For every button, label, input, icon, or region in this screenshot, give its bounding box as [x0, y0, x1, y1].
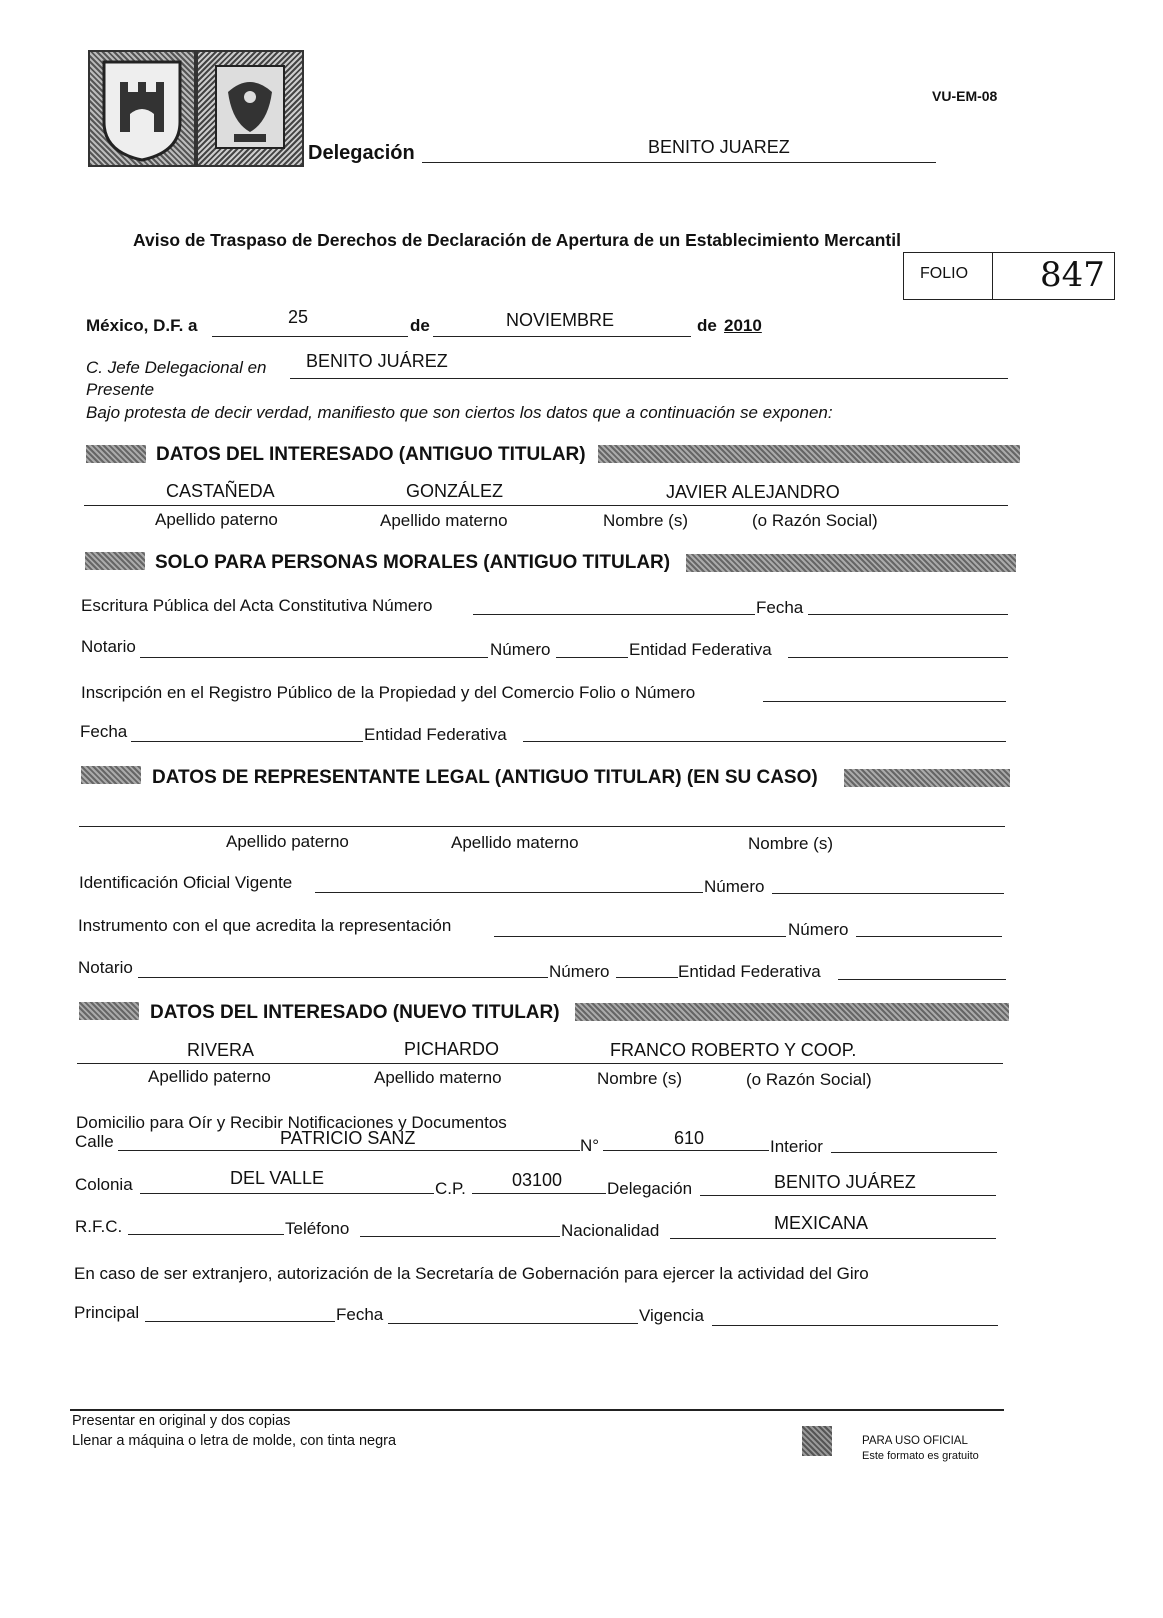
- de-label-2: de: [697, 316, 717, 335]
- notario-line-1: [140, 657, 488, 658]
- coat-of-arms-logo: [88, 50, 196, 167]
- folio-value: 847: [1040, 255, 1105, 295]
- de-label-1: de: [410, 316, 430, 335]
- numero-line-1: [556, 657, 628, 658]
- section1-heading: DATOS DEL INTERESADO (ANTIGUO TITULAR): [156, 444, 586, 465]
- section3-bar-left: [81, 766, 141, 784]
- rep-numero-line-3: [616, 977, 678, 978]
- eagle-emblem-logo: [196, 50, 304, 167]
- caption-apellido-paterno: Apellido paterno: [155, 510, 278, 529]
- delegacion-value: BENITO JUAREZ: [648, 137, 790, 157]
- new-owner-apellido-materno: PICHARDO: [404, 1039, 500, 1059]
- caption-apellido-materno: Apellido materno: [380, 511, 508, 530]
- rep-caption-paterno: Apellido paterno: [226, 832, 349, 851]
- section4-bar-right: [575, 1003, 1009, 1021]
- rep-entidad-label: Entidad Federativa: [678, 962, 821, 981]
- section2-bar-right: [686, 554, 1016, 572]
- numero-ext-label: N°: [580, 1136, 600, 1155]
- rep-caption-nombre: Nombre (s): [748, 834, 834, 853]
- section1-bar-right: [598, 445, 1020, 463]
- addressee-line: [290, 378, 1008, 379]
- rep-name-line: [79, 826, 1005, 827]
- fecha-label-2: Fecha: [80, 722, 128, 741]
- caption-nombre: Nombre (s): [603, 511, 689, 530]
- numero-label-1: Número: [490, 640, 551, 659]
- section3-heading: DATOS DE REPRESENTANTE LEGAL (ANTIGUO TITULAR) (EN SU CASO): [152, 767, 818, 788]
- place-label: México, D.F. a: [86, 316, 198, 335]
- new-caption-nombre: Nombre (s): [597, 1069, 683, 1088]
- old-owner-apellido-materno: GONZÁLEZ: [406, 481, 504, 501]
- rep-numero-line-1: [772, 893, 1004, 894]
- extranjero-text: En caso de ser extranjero, autorización de la Secretaría de Gobernación para ejercer la actividad del Giro: [74, 1264, 869, 1283]
- new-caption-paterno: Apellido paterno: [148, 1067, 271, 1086]
- old-owner-apellido-paterno: CASTAÑEDA: [166, 481, 275, 501]
- section4-line: [77, 1063, 1003, 1064]
- fecha-line-1: [808, 614, 1008, 615]
- rep-notario-label: Notario: [78, 958, 133, 977]
- calle-value: PATRICIO SANZ: [280, 1128, 416, 1148]
- identificacion-label: Identificación Oficial Vigente: [79, 873, 293, 892]
- new-owner-apellido-paterno: RIVERA: [187, 1040, 255, 1060]
- official-use-label: PARA USO OFICIAL: [862, 1435, 968, 1447]
- fecha-line-2: [131, 741, 363, 742]
- principal-label: Principal: [74, 1303, 140, 1322]
- free-form-note: Este formato es gratuito: [862, 1450, 979, 1462]
- rep-numero-line-2: [856, 936, 1002, 937]
- section4-heading: DATOS DEL INTERESADO (NUEVO TITULAR): [150, 1002, 560, 1023]
- calle-label: Calle: [75, 1132, 114, 1151]
- domicilio-label: Domicilio para Oír y Recibir Notificaciones y Documentos: [76, 1113, 507, 1132]
- inscripcion-line: [763, 701, 1006, 702]
- rep-notario-line: [138, 977, 548, 978]
- delegacion-line: [422, 162, 936, 163]
- protest-text: Bajo protesta de decir verdad, manifiesto que son ciertos los datos que a continuación se exponen:: [86, 403, 833, 422]
- official-use-stamp: [802, 1426, 832, 1456]
- rep-numero-label-3: Número: [549, 962, 610, 981]
- delegacion-field-value: BENITO JUÁREZ: [774, 1172, 916, 1192]
- day-value: 25: [288, 307, 309, 327]
- giro-fecha-line: [388, 1323, 638, 1324]
- nacionalidad-label: Nacionalidad: [561, 1221, 660, 1240]
- telefono-line: [360, 1236, 560, 1237]
- footer-line-2: Llenar a máquina o letra de molde, con tinta negra: [72, 1433, 397, 1449]
- folio-box: [903, 252, 1115, 300]
- footer-rule: [70, 1409, 1004, 1411]
- colonia-line: [140, 1193, 434, 1194]
- day-line: [212, 336, 408, 337]
- presente-label: Presente: [86, 380, 155, 399]
- numero-ext-line: [603, 1150, 769, 1151]
- vigencia-label: Vigencia: [639, 1306, 704, 1325]
- folio-label: FOLIO: [920, 265, 969, 282]
- escritura-line: [473, 614, 755, 615]
- footer-line-1: Presentar en original y dos copias: [72, 1413, 291, 1429]
- vigencia-line: [712, 1325, 998, 1326]
- month-value: NOVIEMBRE: [506, 310, 615, 330]
- new-caption-materno: Apellido materno: [374, 1068, 502, 1087]
- rep-entidad-line: [838, 979, 1006, 980]
- colonia-label: Colonia: [75, 1175, 133, 1194]
- entidad-label-2: Entidad Federativa: [364, 725, 507, 744]
- notario-label-1: Notario: [81, 637, 136, 656]
- nacionalidad-value: MEXICANA: [774, 1213, 869, 1233]
- fecha-label-1: Fecha: [756, 598, 804, 617]
- entidad-line-1: [788, 657, 1008, 658]
- new-caption-razon-social: (o Razón Social): [746, 1070, 872, 1089]
- section1-line: [84, 505, 1008, 506]
- section2-bar-left: [85, 552, 145, 570]
- giro-fecha-label: Fecha: [336, 1305, 384, 1324]
- addressee-label: C. Jefe Delegacional en: [86, 358, 267, 377]
- page-title: Aviso de Traspaso de Derechos de Declaración de Apertura de un Establecimiento Mercantil: [133, 230, 901, 250]
- identificacion-line: [315, 892, 703, 893]
- old-owner-nombre: JAVIER ALEJANDRO: [666, 482, 840, 502]
- principal-line: [145, 1321, 335, 1322]
- telefono-label: Teléfono: [285, 1219, 350, 1238]
- instrumento-line: [494, 936, 786, 937]
- delegacion-field-line: [700, 1195, 996, 1196]
- caption-razon-social: (o Razón Social): [752, 511, 878, 530]
- rep-numero-label-2: Número: [788, 920, 849, 939]
- rep-numero-label-1: Número: [704, 877, 765, 896]
- escritura-label: Escritura Pública del Acta Constitutiva Número: [81, 596, 433, 615]
- numero-ext-value: 610: [674, 1128, 705, 1148]
- form-code: VU-EM-08: [932, 88, 998, 104]
- cp-line: [472, 1193, 606, 1194]
- entidad-label-1: Entidad Federativa: [629, 640, 772, 659]
- new-owner-nombre: FRANCO ROBERTO Y COOP.: [610, 1040, 857, 1060]
- addressee-value: BENITO JUÁREZ: [306, 351, 448, 371]
- year-value: 2010: [724, 316, 762, 335]
- cp-value: 03100: [512, 1170, 563, 1190]
- inscripcion-label: Inscripción en el Registro Público de la Propiedad y del Comercio Folio o Número: [81, 683, 696, 702]
- delegacion-field-label: Delegación: [607, 1179, 693, 1198]
- section1-bar-left: [86, 445, 146, 463]
- calle-line: [118, 1150, 580, 1151]
- instrumento-label: Instrumento con el que acredita la representación: [78, 916, 452, 935]
- delegacion-label: Delegación: [308, 142, 415, 164]
- colonia-value: DEL VALLE: [230, 1168, 325, 1188]
- cp-label: C.P.: [435, 1179, 466, 1198]
- nacionalidad-line: [670, 1238, 996, 1239]
- month-line: [433, 336, 691, 337]
- folio-divider: [992, 253, 993, 299]
- section4-bar-left: [79, 1002, 139, 1020]
- rep-caption-materno: Apellido materno: [451, 833, 579, 852]
- section3-bar-right: [844, 769, 1010, 787]
- interior-label: Interior: [770, 1137, 823, 1156]
- rfc-label: R.F.C.: [75, 1217, 123, 1236]
- interior-line: [831, 1152, 997, 1153]
- entidad-line-2: [523, 741, 1006, 742]
- rfc-line: [128, 1234, 284, 1235]
- section2-heading: SOLO PARA PERSONAS MORALES (ANTIGUO TITULAR): [155, 552, 671, 573]
